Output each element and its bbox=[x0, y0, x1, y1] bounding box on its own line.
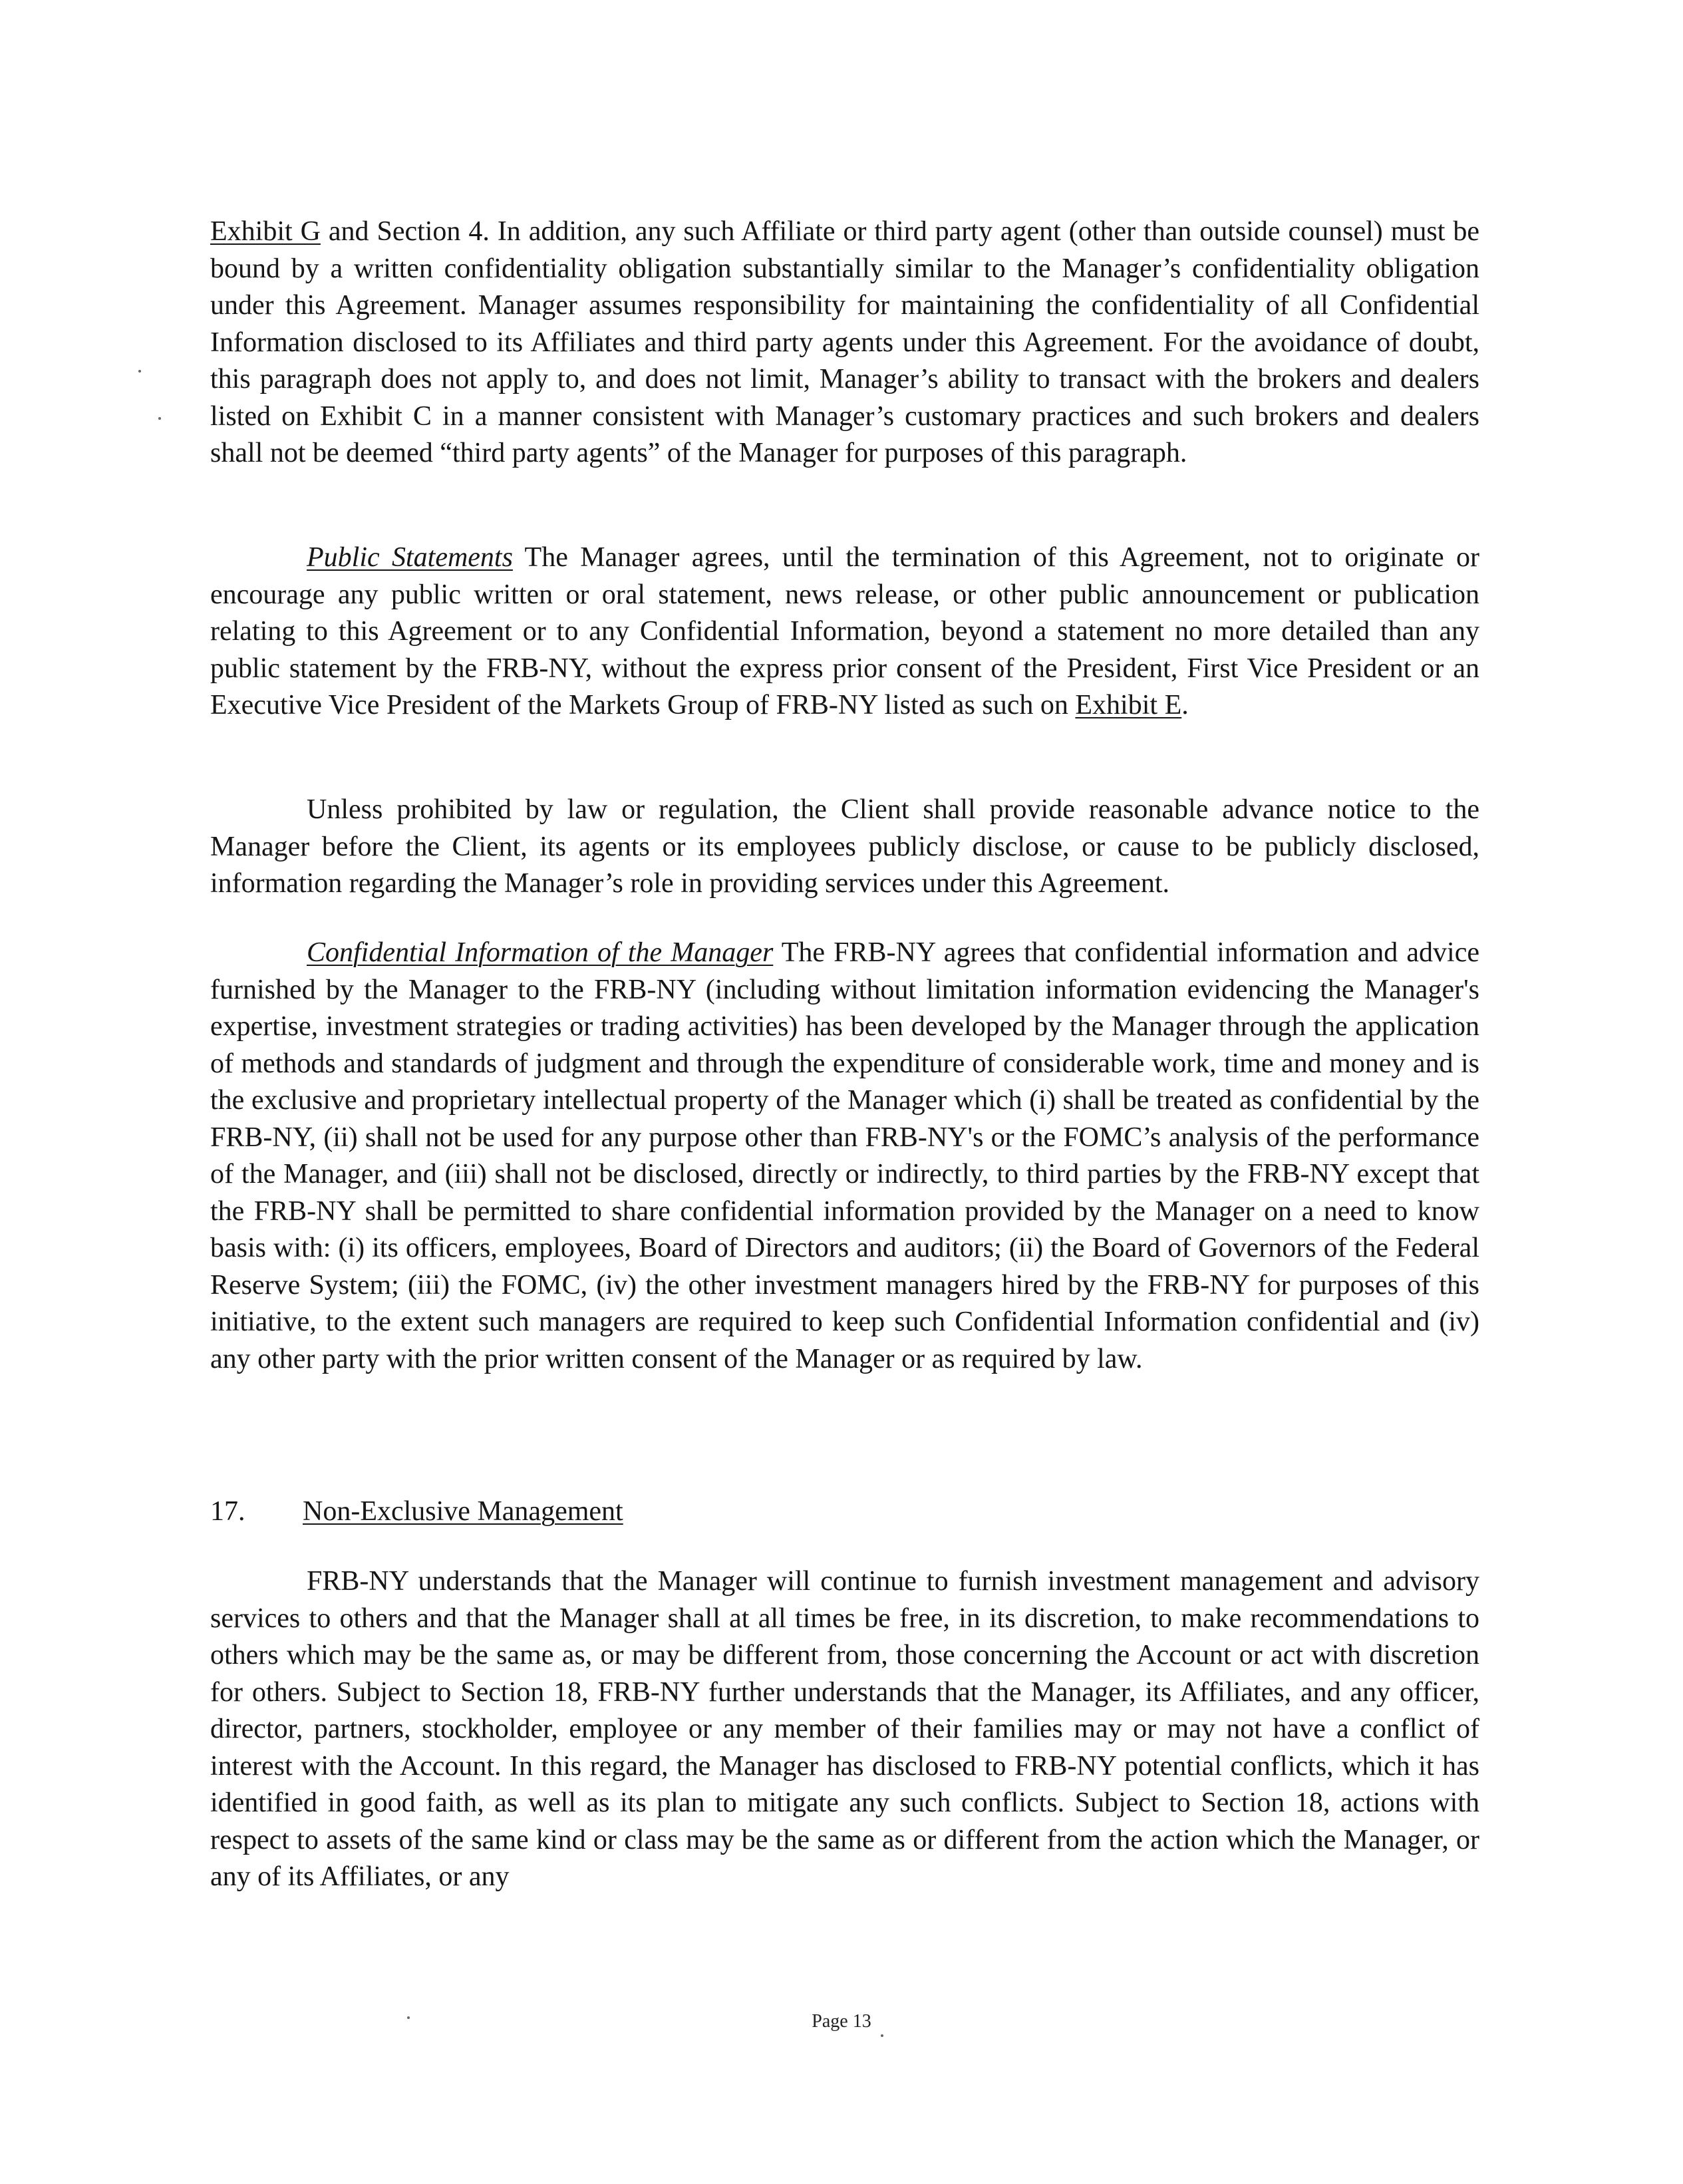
paragraph-text: FRB-NY understands that the Manager will continue to furnish investment management and advisory services to others and that the Manager shall at all times be free, in its discretion, to make recommendations to others which may be the same as, or may be different from, those concerning the Account or act with discretion for others. Subject to Section 18, FRB-NY further understands that the Manager, its Affiliates, and any officer, director, partners, stockholder, employee or any member of their families may or may not have a conflict of interest with the Account. In this regard, the Manager has disclosed to FRB-NY potential conflicts, which it has identified in good faith, as well as its plan to mitigate any such conflicts. Subject to Section 18, actions with respect to assets of the same kind or class may be the same as or different from the action which the Manager, or any of its Affiliates, or any bbox=[210, 1566, 1479, 1892]
scan-speck bbox=[158, 417, 161, 420]
exhibit-g-reference: Exhibit G bbox=[210, 216, 321, 247]
section-number: 17. bbox=[210, 1496, 245, 1527]
paragraph-non-exclusive-management bbox=[210, 1563, 1479, 1896]
public-statements-heading: Public Statements bbox=[307, 542, 513, 573]
section-title: Non-Exclusive Management bbox=[303, 1496, 623, 1527]
paragraph-public-statements bbox=[210, 540, 1479, 724]
paragraph-text: The FRB-NY agrees that confidential information and advice furnished by the Manager to the FRB-NY (including without limitation information evidencing the Manager's expertise, investment strategies or trading activities) has been developed by the Manager through the application of methods and standards of judgment and through the expenditure of considerable work, time and money and is the exclusive and proprietary intellectual property of the Manager which (i) shall be treated as confidential by the FRB-NY, (ii) shall not be used for any purpose other than FRB-NY's or the FOMC’s analysis of the performance of the Manager, and (iii) shall not be disclosed, directly or indirectly, to third parties by the FRB-NY except that the FRB-NY shall be permitted to share confidential information provided by the Manager on a need to know basis with: (i) its officers, employees, Board of Directors and auditors; (ii) the Board of Governors of the Federal Reserve System; (iii) the FOMC, (iv) the other investment managers hired by the FRB-NY for purposes of this initiative, to the extent such managers are required to keep such Confidential Information confidential and (iv) any other party with the prior written consent of the Manager or as required by law. bbox=[210, 937, 1479, 1374]
scan-speck bbox=[138, 370, 141, 373]
exhibit-e-reference: Exhibit E bbox=[1075, 690, 1182, 720]
scan-speck bbox=[407, 2016, 410, 2019]
paragraph-text: The Manager agrees, until the termination of this Agreement, not to originate or encourage any public written or oral statement, news release, or other public announcement or publication relating to this Agreement or to any Confidential Information, beyond a statement no more detailed than any public statement by the FRB-NY, without the express prior consent of the President, First Vice President or an Executive Vice President of the Markets Group of FRB-NY listed as such on bbox=[210, 542, 1479, 720]
paragraph-text: and Section 4. In addition, any such Affiliate or third party agent (other than outside counsel) must be bound by a written confidentiality obligation substantially similar to the Manager’s confidentiality obligation under this Agreement. Manager assumes responsibility for maintaining the confidentiality of all Confidential Information disclosed to its Affiliates and third party agents under this Agreement. For the avoidance of doubt, this paragraph does not apply to, and does not limit, Manager’s ability to transact with the brokers and dealers listed on Exhibit C in a manner consistent with Manager’s customary practices and such brokers and dealers shall not be deemed “third party agents” of the Manager for purposes of this paragraph. bbox=[210, 216, 1479, 468]
paragraph-advance-notice bbox=[210, 792, 1479, 903]
paragraph-end: . bbox=[1181, 690, 1189, 720]
confidential-information-heading: Confidential Information of the Manager bbox=[307, 937, 774, 968]
paragraph-affiliate-confidentiality bbox=[210, 214, 1479, 472]
section-17-heading bbox=[210, 1493, 623, 1530]
scan-speck bbox=[881, 2034, 883, 2037]
paragraph-text: Unless prohibited by law or regulation, the Client shall provide reasonable advance notice to the Manager before the Client, its agents or its employees publicly disclose, or cause to be publicly disclosed, information regarding the Manager’s role in providing services under this Agreement. bbox=[210, 794, 1479, 899]
paragraph-confidential-information-of-manager bbox=[210, 935, 1479, 1378]
page-number: Page 13 bbox=[812, 2011, 871, 2032]
